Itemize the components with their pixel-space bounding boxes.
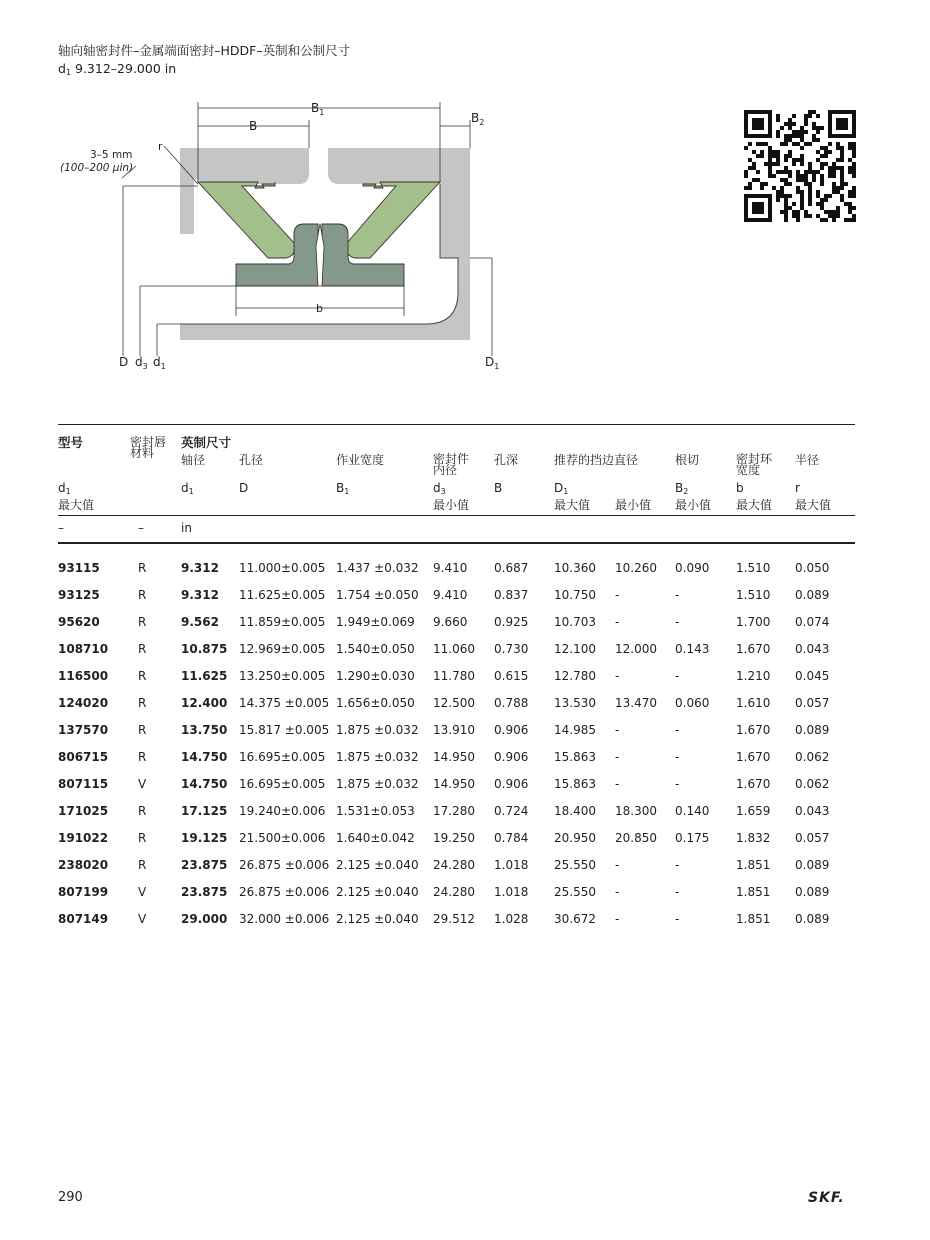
cell-designation: 124020 <box>58 696 109 710</box>
cell-inner: 24.280 <box>433 885 475 899</box>
cell-shaft: 9.562 <box>181 615 219 629</box>
header-undercut: 根切 <box>675 453 700 467</box>
cell-shaft: 17.125 <box>181 804 228 818</box>
cell-shaft: 12.400 <box>181 696 228 710</box>
cell-ring: 1.851 <box>736 885 771 899</box>
cell-shoulder-max: 18.400 <box>554 804 596 818</box>
cell-undercut: - <box>675 912 680 926</box>
cell-shoulder-max: 25.550 <box>554 885 596 899</box>
housing-right-wall <box>440 148 470 258</box>
cell-radius: 0.043 <box>795 804 830 818</box>
cell-undercut: - <box>675 858 680 872</box>
cell-ring: 1.670 <box>736 723 771 737</box>
cell-undercut: 0.060 <box>675 696 710 710</box>
cell-bore: 15.817 ±0.005 <box>239 723 330 737</box>
cell-bore: 19.240±0.006 <box>239 804 326 818</box>
cell-undercut: 0.140 <box>675 804 710 818</box>
cell-radius: 0.089 <box>795 723 830 737</box>
cell-designation: 93115 <box>58 561 100 575</box>
cell-width: 1.437 ±0.032 <box>336 561 419 575</box>
qualifier-max: 最大值 <box>554 498 591 512</box>
cell-shoulder-min: 20.850 <box>615 831 657 845</box>
cell-width: 1.875 ±0.032 <box>336 777 419 791</box>
cell-bore: 26.875 ±0.006 <box>239 885 330 899</box>
table-row <box>58 879 855 906</box>
cell-inner: 11.780 <box>433 669 475 683</box>
cell-shaft: 14.750 <box>181 777 228 791</box>
cell-shoulder-min: - <box>615 750 620 764</box>
cell-shoulder-min: - <box>615 777 620 791</box>
qualifier-min: 最小值 <box>433 498 470 512</box>
cell-shaft: 23.875 <box>181 885 228 899</box>
cell-material: R <box>138 642 147 656</box>
cell-material: R <box>138 588 147 602</box>
label-B1: $B_1$ <box>311 101 325 117</box>
cell-inner: 9.660 <box>433 615 468 629</box>
cell-inner: 29.512 <box>433 912 475 926</box>
cell-radius: 0.089 <box>795 912 830 926</box>
cell-depth: 0.925 <box>494 615 529 629</box>
seal-lip-right <box>346 182 440 258</box>
cell-radius: 0.074 <box>795 615 830 629</box>
cell-depth: 1.018 <box>494 885 529 899</box>
cell-undercut: - <box>675 723 680 737</box>
unit-material: – <box>138 521 144 535</box>
cell-shoulder-max: 20.950 <box>554 831 596 845</box>
cell-inner: 14.950 <box>433 750 475 764</box>
label-B: B <box>249 119 258 133</box>
cell-material: R <box>138 858 147 872</box>
cell-ring: 1.210 <box>736 669 771 683</box>
cell-designation: 137570 <box>58 723 109 737</box>
symbol-D1: $D_1$ <box>554 481 569 496</box>
cell-designation: 95620 <box>58 615 100 629</box>
cell-depth: 0.906 <box>494 750 529 764</box>
cell-undercut: 0.090 <box>675 561 710 575</box>
cell-designation: 238020 <box>58 858 109 872</box>
cell-bore: 21.500±0.006 <box>239 831 326 845</box>
cell-shoulder-max: 10.750 <box>554 588 596 602</box>
cell-shoulder-max: 15.863 <box>554 750 596 764</box>
cell-undercut: 0.143 <box>675 642 710 656</box>
cell-radius: 0.045 <box>795 669 830 683</box>
cell-depth: 0.906 <box>494 723 529 737</box>
table-row <box>58 636 855 663</box>
cell-designation: 93125 <box>58 588 100 602</box>
table-row <box>58 825 855 852</box>
qr-code[interactable] <box>744 110 856 222</box>
label-d1: $d_1$ <box>153 355 166 371</box>
cell-inner: 19.250 <box>433 831 475 845</box>
cell-undercut: - <box>675 669 680 683</box>
cell-width: 1.949±0.069 <box>336 615 415 629</box>
header-bore: 孔径 <box>239 453 264 467</box>
cell-radius: 0.062 <box>795 777 830 791</box>
label-mm: 3–5 mm <box>90 149 133 161</box>
header-shoulder: 推荐的挡边直径 <box>554 453 639 467</box>
cell-designation: 108710 <box>58 642 109 656</box>
cell-shoulder-max: 10.360 <box>554 561 596 575</box>
title-line-2: $d_1$ 9.312–29.000 in <box>58 61 177 77</box>
cell-bore: 26.875 ±0.006 <box>239 858 330 872</box>
cell-ring: 1.670 <box>736 750 771 764</box>
symbol-D: D <box>239 481 249 495</box>
cell-designation: 807115 <box>58 777 109 791</box>
cell-material: R <box>138 723 147 737</box>
cell-radius: 0.089 <box>795 588 830 602</box>
cell-shoulder-min: - <box>615 669 620 683</box>
cell-width: 1.875 ±0.032 <box>336 750 419 764</box>
header-shaft: 轴径 <box>181 453 206 467</box>
cell-width: 2.125 ±0.040 <box>336 912 419 926</box>
cell-shoulder-min: 10.260 <box>615 561 657 575</box>
cell-shaft: 9.312 <box>181 561 219 575</box>
header-imperial-group: 英制尺寸 <box>181 435 232 450</box>
cell-inner: 24.280 <box>433 858 475 872</box>
table-row <box>58 852 855 879</box>
cell-bore: 11.625±0.005 <box>239 588 326 602</box>
cell-material: R <box>138 750 147 764</box>
cell-shoulder-max: 12.100 <box>554 642 596 656</box>
cell-depth: 1.028 <box>494 912 529 926</box>
cell-material: R <box>138 831 147 845</box>
cell-bore: 12.969±0.005 <box>239 642 326 656</box>
cell-material: V <box>138 885 147 899</box>
cell-shoulder-min: 12.000 <box>615 642 657 656</box>
cell-shaft: 19.125 <box>181 831 228 845</box>
page-number: 290 <box>58 1190 83 1205</box>
unit-designation: – <box>58 521 64 535</box>
cell-shaft: 23.875 <box>181 858 228 872</box>
cell-material: R <box>138 804 147 818</box>
unit-dims: in <box>181 521 192 535</box>
cell-undercut: - <box>675 588 680 602</box>
header-ring: 密封环 宽度 <box>736 452 773 477</box>
skf-logo: SKF. <box>808 1190 845 1206</box>
cell-radius: 0.043 <box>795 642 830 656</box>
cell-shoulder-max: 30.672 <box>554 912 596 926</box>
cell-width: 2.125 ±0.040 <box>336 885 419 899</box>
cell-radius: 0.057 <box>795 831 830 845</box>
cell-ring: 1.670 <box>736 777 771 791</box>
cell-radius: 0.057 <box>795 696 830 710</box>
symbol-r: r <box>795 481 800 495</box>
cell-shoulder-min: 18.300 <box>615 804 657 818</box>
cell-ring: 1.851 <box>736 858 771 872</box>
seal-lip-left <box>198 182 295 258</box>
cell-inner: 13.910 <box>433 723 475 737</box>
cell-inner: 11.060 <box>433 642 475 656</box>
cell-depth: 0.837 <box>494 588 529 602</box>
cell-designation: 191022 <box>58 831 109 845</box>
label-d3: $d_3$ <box>135 355 148 371</box>
cell-ring: 1.510 <box>736 561 771 575</box>
cell-shaft: 29.000 <box>181 912 228 926</box>
table-row <box>58 771 855 798</box>
symbol-b: b <box>736 481 744 495</box>
cell-shaft: 10.875 <box>181 642 228 656</box>
cell-designation: 171025 <box>58 804 109 818</box>
label-D1: $D_1$ <box>485 355 500 371</box>
cell-depth: 0.615 <box>494 669 529 683</box>
cell-shoulder-min: - <box>615 885 620 899</box>
cell-ring: 1.832 <box>736 831 771 845</box>
header-width: 作业宽度 <box>336 453 385 467</box>
cell-shoulder-max: 12.780 <box>554 669 596 683</box>
cell-inner: 9.410 <box>433 588 468 602</box>
cell-depth: 0.730 <box>494 642 529 656</box>
cell-width: 1.640±0.042 <box>336 831 415 845</box>
cell-shoulder-max: 25.550 <box>554 858 596 872</box>
cell-ring: 1.659 <box>736 804 771 818</box>
table-top-rule <box>58 424 855 425</box>
cell-width: 1.290±0.030 <box>336 669 415 683</box>
cell-material: R <box>138 669 147 683</box>
cell-bore: 13.250±0.005 <box>239 669 326 683</box>
cell-depth: 0.784 <box>494 831 529 845</box>
symbol-d3: $d_3$ <box>433 481 446 496</box>
table-row <box>58 582 855 609</box>
symbol-B: B <box>494 481 503 495</box>
cell-designation: 807149 <box>58 912 109 926</box>
cell-shoulder-max: 15.863 <box>554 777 596 791</box>
cell-shoulder-min: - <box>615 858 620 872</box>
header-radius: 半径 <box>795 453 820 467</box>
cell-inner: 12.500 <box>433 696 475 710</box>
label-B2: $B_2$ <box>471 111 485 127</box>
cell-bore: 32.000 ±0.006 <box>239 912 330 926</box>
cell-inner: 17.280 <box>433 804 475 818</box>
cell-depth: 0.724 <box>494 804 529 818</box>
qualifier-max: 最大值 <box>736 498 773 512</box>
cell-width: 1.656±0.050 <box>336 696 415 710</box>
table-row <box>58 906 855 933</box>
table-row <box>58 690 855 717</box>
cell-bore: 14.375 ±0.005 <box>239 696 330 710</box>
cell-width: 1.754 ±0.050 <box>336 588 419 602</box>
qualifier-min: 最小值 <box>615 498 652 512</box>
cell-bore: 16.695±0.005 <box>239 777 326 791</box>
cell-undercut: - <box>675 885 680 899</box>
cell-bore: 11.000±0.005 <box>239 561 326 575</box>
symbol-B1: $B_1$ <box>336 481 350 496</box>
cell-designation: 806715 <box>58 750 109 764</box>
cell-depth: 1.018 <box>494 858 529 872</box>
cell-material: R <box>138 561 147 575</box>
cell-radius: 0.050 <box>795 561 830 575</box>
cell-shoulder-min: - <box>615 588 620 602</box>
cell-radius: 0.062 <box>795 750 830 764</box>
cell-depth: 0.788 <box>494 696 529 710</box>
cell-width: 1.531±0.053 <box>336 804 415 818</box>
page-title <box>58 42 350 82</box>
table-row <box>58 663 855 690</box>
cell-material: R <box>138 615 147 629</box>
cell-inner: 9.410 <box>433 561 468 575</box>
cell-shaft: 13.750 <box>181 723 228 737</box>
table-row <box>58 555 855 582</box>
cell-undercut: - <box>675 750 680 764</box>
cell-inner: 14.950 <box>433 777 475 791</box>
cell-material: R <box>138 696 147 710</box>
symbol-d1-shaft: $d_1$ <box>181 481 194 496</box>
table-row <box>58 798 855 825</box>
cell-shoulder-max: 13.530 <box>554 696 596 710</box>
header-depth: 孔深 <box>494 453 519 467</box>
cell-radius: 0.089 <box>795 858 830 872</box>
cell-shaft: 11.625 <box>181 669 228 683</box>
units-rule <box>58 542 855 544</box>
cell-ring: 1.510 <box>736 588 771 602</box>
header-material: 密封唇 材料 <box>130 435 167 460</box>
cell-bore: 11.859±0.005 <box>239 615 326 629</box>
qualifier-min: 最小值 <box>675 498 712 512</box>
cell-radius: 0.089 <box>795 885 830 899</box>
cell-shoulder-min: 13.470 <box>615 696 657 710</box>
cell-shoulder-max: 10.703 <box>554 615 596 629</box>
cell-depth: 0.906 <box>494 777 529 791</box>
table-row <box>58 744 855 771</box>
seal-cross-section-drawing <box>50 98 520 378</box>
title-line-1: 轴向轴密封件–金属端面密封–HDDF–英制和公制尺寸 <box>58 43 351 58</box>
cell-designation: 116500 <box>58 669 109 683</box>
cell-shoulder-min: - <box>615 912 620 926</box>
cell-shoulder-max: 14.985 <box>554 723 596 737</box>
cell-shoulder-min: - <box>615 615 620 629</box>
cell-undercut: - <box>675 615 680 629</box>
qualifier-max: 最大值 <box>58 498 95 512</box>
cell-width: 1.540±0.050 <box>336 642 415 656</box>
cell-bore: 16.695±0.005 <box>239 750 326 764</box>
table-row <box>58 609 855 636</box>
header-rule <box>58 515 855 516</box>
cell-undercut: - <box>675 777 680 791</box>
header-designation: 型号 <box>58 435 84 450</box>
cell-ring: 1.700 <box>736 615 771 629</box>
cell-designation: 807199 <box>58 885 109 899</box>
cell-shaft: 9.312 <box>181 588 219 602</box>
symbol-d1: $d_1$ <box>58 481 71 496</box>
cell-ring: 1.670 <box>736 642 771 656</box>
symbol-B2: $B_2$ <box>675 481 689 496</box>
label-D: D <box>119 355 129 369</box>
cell-material: V <box>138 777 147 791</box>
cell-ring: 1.610 <box>736 696 771 710</box>
label-b: b <box>316 302 323 315</box>
cell-shoulder-min: - <box>615 723 620 737</box>
header-inner: 密封件 内径 <box>433 452 470 477</box>
table-row <box>58 717 855 744</box>
cell-depth: 0.687 <box>494 561 529 575</box>
cell-ring: 1.851 <box>736 912 771 926</box>
cell-undercut: 0.175 <box>675 831 710 845</box>
label-r: r <box>158 140 163 153</box>
cell-width: 2.125 ±0.040 <box>336 858 419 872</box>
cell-width: 1.875 ±0.032 <box>336 723 419 737</box>
cell-shaft: 14.750 <box>181 750 228 764</box>
qualifier-max: 最大值 <box>795 498 832 512</box>
label-uin: (100–200 µin) <box>60 162 134 174</box>
cell-material: V <box>138 912 147 926</box>
